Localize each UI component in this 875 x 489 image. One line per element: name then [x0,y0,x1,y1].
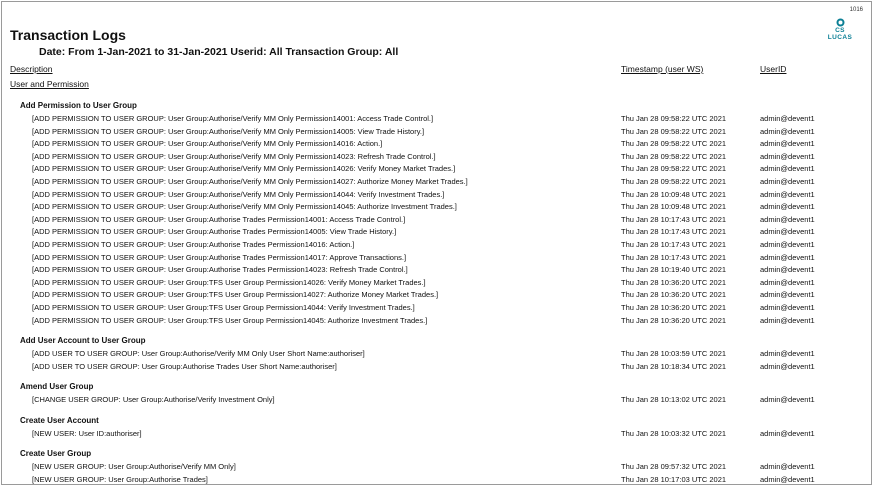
log-userid: admin@devent1 [760,214,815,224]
group-heading-label: Add User Account to User Group [20,336,146,346]
log-row [2,214,871,227]
log-description: [ADD PERMISSION TO USER GROUP: User Group:Authorise Trades Permission14017: Approve Transactions.] [32,252,407,262]
log-row [2,126,871,139]
log-userid: admin@devent1 [760,202,815,212]
group-heading [2,415,871,428]
column-header-userid: UserID [760,64,787,74]
log-row [2,361,871,374]
log-description: [ADD PERMISSION TO USER GROUP: User Group:Authorise Trades Permission14001: Access Trade Control.] [32,214,406,224]
log-timestamp: Thu Jan 28 09:58:22 UTC 2021 [621,114,727,123]
log-timestamp: Thu Jan 28 10:18:34 UTC 2021 [621,361,727,371]
log-timestamp: Thu Jan 28 09:58:22 UTC 2021 [621,151,727,161]
log-timestamp: Thu Jan 28 10:36:20 UTC 2021 [621,290,727,300]
log-description: [NEW USER GROUP: User Group:Authorise/Verify MM Only] [32,462,236,472]
log-row [2,189,871,202]
log-timestamp: Thu Jan 28 10:03:59 UTC 2021 [621,349,727,359]
log-description: [ADD USER TO USER GROUP: User Group:Authorise Trades User Short Name:authoriser] [32,361,337,371]
log-description: [ADD PERMISSION TO USER GROUP: User Group:Authorise/Verify MM Only Permission14016: Action.] [32,139,383,149]
log-row [2,461,871,474]
group-heading-label: Create User Account [20,415,99,425]
log-timestamp: Thu Jan 28 10:09:48 UTC 2021 [621,202,727,212]
log-description: [NEW USER GROUP: User Group:Authorise Trades] [32,475,208,485]
log-timestamp: Thu Jan 28 09:58:22 UTC 2021 [621,164,727,174]
log-userid: admin@devent1 [760,227,815,237]
report-page [1,1,872,485]
group-spacer [2,407,871,415]
log-description: [ADD PERMISSION TO USER GROUP: User Group:TFS User Group Permission14044: Verify Investment Trades.] [32,302,415,312]
log-timestamp: Thu Jan 28 10:03:32 UTC 2021 [621,428,727,438]
column-header-timestamp: Timestamp (user WS) [621,64,704,74]
log-timestamp: Thu Jan 28 10:17:43 UTC 2021 [621,214,727,224]
log-row [2,151,871,164]
log-row [2,474,871,485]
log-row [2,163,871,176]
log-userid: admin@devent1 [760,290,815,300]
log-userid: admin@devent1 [760,462,815,472]
log-row [2,264,871,277]
log-userid: admin@devent1 [760,126,815,136]
log-description: [ADD PERMISSION TO USER GROUP: User Group:Authorise/Verify MM Only Permission14045: Authorize Investment Trades.] [32,202,457,212]
log-userid: admin@devent1 [760,265,815,275]
log-timestamp: Thu Jan 28 09:58:22 UTC 2021 [621,176,727,186]
company-logo [823,18,857,41]
report-criteria: Date: From 1-Jan-2021 to 31-Jan-2021 Userid: All Transaction Group: All [39,46,399,58]
log-userid: admin@devent1 [760,315,815,325]
log-userid: admin@devent1 [760,114,815,123]
log-description: [ADD PERMISSION TO USER GROUP: User Group:Authorise/Verify MM Only Permission14044: Verify Investment Trades.] [32,189,445,199]
log-userid: admin@devent1 [760,151,815,161]
log-description: [ADD PERMISSION TO USER GROUP: User Group:Authorise/Verify MM Only Permission14005: View Trade History.] [32,126,425,136]
group-heading-label: Amend User Group [20,382,94,392]
log-description: [ADD PERMISSION TO USER GROUP: User Group:Authorise Trades Permission14023: Refresh Trade Control.] [32,265,408,275]
group-heading-label: Add Permission to User Group [20,101,137,110]
log-row [2,428,871,441]
log-description: [CHANGE USER GROUP: User Group:Authorise/Verify Investment Only] [32,395,275,405]
log-userid: admin@devent1 [760,189,815,199]
log-row [2,138,871,151]
log-userid: admin@devent1 [760,395,815,405]
log-groups [2,100,871,485]
logo-line1: CS [835,27,845,34]
log-userid: admin@devent1 [760,361,815,371]
group-heading-label: Create User Group [20,449,92,459]
log-timestamp: Thu Jan 28 10:36:20 UTC 2021 [621,315,727,325]
log-userid: admin@devent1 [760,349,815,359]
log-timestamp: Thu Jan 28 10:17:43 UTC 2021 [621,252,727,262]
log-timestamp: Thu Jan 28 09:58:22 UTC 2021 [621,126,727,136]
log-timestamp: Thu Jan 28 10:17:43 UTC 2021 [621,227,727,237]
log-timestamp: Thu Jan 28 09:58:22 UTC 2021 [621,139,727,149]
group-heading [2,335,871,348]
log-row [2,289,871,302]
log-description: [NEW USER: User ID:authoriser] [32,428,142,438]
log-timestamp: Thu Jan 28 10:36:20 UTC 2021 [621,277,727,287]
page-number: 1016 [849,7,863,13]
group-spacer [2,440,871,448]
group-spacer [2,373,871,381]
log-row [2,176,871,189]
column-header-description: Description [10,64,53,74]
log-row [2,315,871,328]
log-row [2,277,871,290]
log-description: [ADD PERMISSION TO USER GROUP: User Group:Authorise/Verify MM Only Permission14026: Verify Money Market Trades.] [32,164,456,174]
log-userid: admin@devent1 [760,277,815,287]
log-row [2,201,871,214]
log-userid: admin@devent1 [760,176,815,186]
log-row [2,302,871,315]
log-description: [ADD PERMISSION TO USER GROUP: User Group:Authorise Trades Permission14016: Action.] [32,239,355,249]
log-row [2,252,871,265]
log-timestamp: Thu Jan 28 10:09:48 UTC 2021 [621,189,727,199]
logo-line2: LUCAS [827,34,853,41]
log-description: [ADD PERMISSION TO USER GROUP: User Group:Authorise/Verify MM Only Permission14001: Access Trade Control.] [32,114,434,123]
log-timestamp: Thu Jan 28 10:17:03 UTC 2021 [621,475,727,485]
log-description: [ADD PERMISSION TO USER GROUP: User Group:Authorise Trades Permission14005: View Trade History.] [32,227,397,237]
log-userid: admin@devent1 [760,302,815,312]
group-heading [2,100,871,113]
log-description: [ADD PERMISSION TO USER GROUP: User Group:TFS User Group Permission14026: Verify Money Market Trades.] [32,277,426,287]
log-userid: admin@devent1 [760,164,815,174]
logo-mark-icon [836,18,845,27]
log-timestamp: Thu Jan 28 10:19:40 UTC 2021 [621,265,727,275]
group-spacer [2,327,871,335]
log-timestamp: Thu Jan 28 10:36:20 UTC 2021 [621,302,727,312]
log-timestamp: Thu Jan 28 10:13:02 UTC 2021 [621,395,727,405]
log-row [2,113,871,126]
log-description: [ADD USER TO USER GROUP: User Group:Authorise/Verify MM Only User Short Name:authoriser] [32,349,365,359]
log-description: [ADD PERMISSION TO USER GROUP: User Group:Authorise/Verify MM Only Permission14023: Refresh Trade Control.] [32,151,436,161]
log-description: [ADD PERMISSION TO USER GROUP: User Group:TFS User Group Permission14045: Authorize Investment Trades.] [32,315,428,325]
log-row [2,348,871,361]
log-userid: admin@devent1 [760,139,815,149]
log-row [2,226,871,239]
category-heading: User and Permission [10,79,89,89]
log-timestamp: Thu Jan 28 10:17:43 UTC 2021 [621,239,727,249]
log-description: [ADD PERMISSION TO USER GROUP: User Group:Authorise/Verify MM Only Permission14027: Authorize Money Market Trades.] [32,176,468,186]
log-row [2,239,871,252]
log-row [2,394,871,407]
log-userid: admin@devent1 [760,239,815,249]
log-userid: admin@devent1 [760,475,815,485]
log-userid: admin@devent1 [760,252,815,262]
group-heading [2,381,871,394]
log-timestamp: Thu Jan 28 09:57:32 UTC 2021 [621,462,727,472]
report-title: Transaction Logs [10,27,126,43]
log-userid: admin@devent1 [760,428,815,438]
log-description: [ADD PERMISSION TO USER GROUP: User Group:TFS User Group Permission14027: Authorize Money Market Trades.] [32,290,439,300]
group-heading [2,448,871,461]
